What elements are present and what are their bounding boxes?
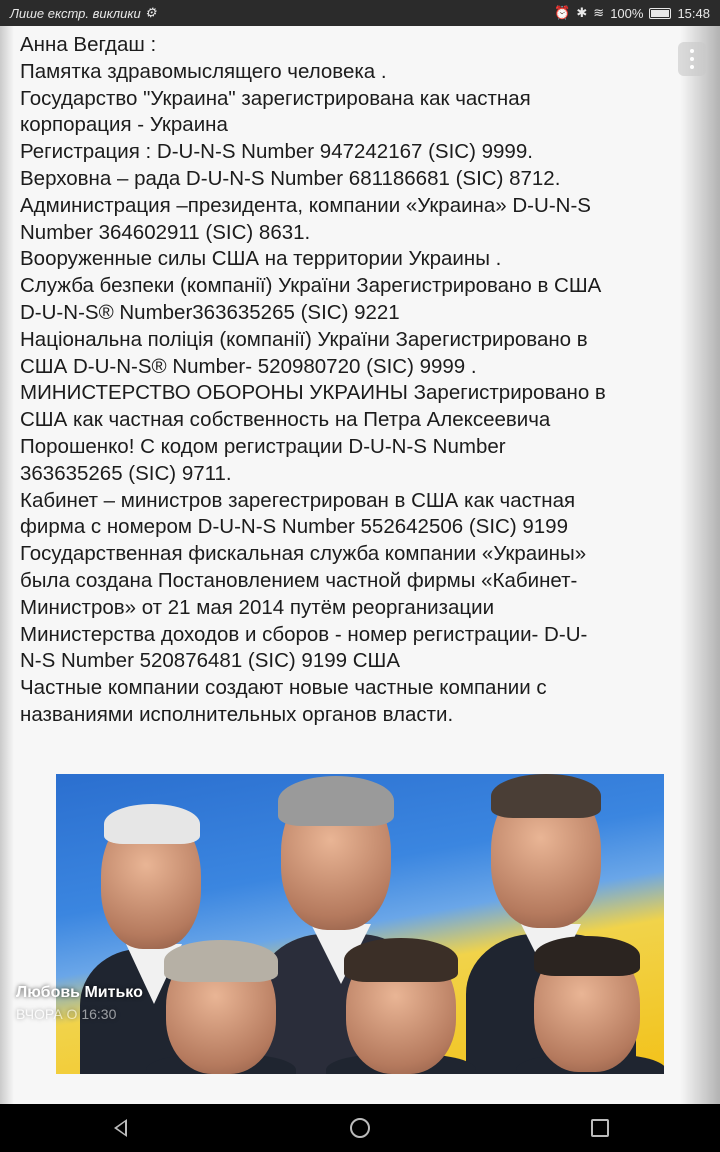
post-line: Государство "Украина" зарегистрирована как частная: [20, 86, 531, 110]
post-line: D-U-N-S® Number363635265 (SIC) 9221: [20, 300, 400, 324]
more-vert-icon[interactable]: [678, 42, 706, 76]
post-line: США D-U-N-S® Number- 520980720 (SIC) 9999 .: [20, 354, 477, 378]
post-line: корпорация - Украина: [20, 113, 228, 137]
post-line: Number 364602911 (SIC) 8631.: [20, 220, 311, 244]
bluetooth-icon: ✱: [576, 5, 588, 20]
post-line: Служба безпеки (компанії) України Зарегистрировано в США: [20, 274, 602, 298]
status-bar-left: [10, 5, 156, 21]
post-line: 363635265 (SIC) 9711.: [20, 461, 232, 485]
story-author[interactable]: Любовь Митько: [16, 984, 143, 1001]
post-line: Вооруженные силы США на территории Украины .: [20, 247, 502, 271]
post-line: Кабинет – министров зарегестрирован в США как частная: [20, 488, 576, 512]
post-line: Регистрация : D-U-N-S Number 947242167 (SIC) 9999.: [20, 140, 533, 164]
post-line: Администрация –президента, компании «Украина» D-U-N-S: [20, 193, 591, 217]
post-line: была создана Постановлением частной фирмы «Кабинет-: [20, 568, 578, 592]
post-line: Министров» от 21 мая 2014 путём реорганизации: [20, 595, 495, 619]
story-time: ВЧОРА О 16:30: [16, 1006, 117, 1022]
post-line: Министерства доходов и сборов - номер регистрации- D-U-: [20, 622, 588, 646]
person-5-hair: [344, 938, 458, 982]
settings-gear-icon: ⚙: [144, 5, 157, 20]
wifi-icon: ≋: [593, 5, 605, 20]
person-6-hair: [534, 936, 640, 976]
back-icon: [114, 1119, 127, 1137]
post-line: США как частная собственность на Петра Алексеевича: [20, 408, 551, 432]
story-caption: [16, 984, 143, 1022]
post-line: Частные компании создают новые частные компании с: [20, 676, 547, 700]
person-1-hair: [104, 804, 200, 844]
person-4-hair: [164, 940, 278, 982]
post-photo: [56, 774, 664, 1074]
back-button[interactable]: [95, 1108, 145, 1148]
person-3-hair: [491, 774, 601, 818]
battery-percent: 100%: [610, 5, 644, 21]
post-line: МИНИСТЕРСТВО ОБОРОНЫ УКРАИНЫ Зарегистрировано в: [20, 381, 606, 405]
post-line: Памятка здравомыслящего человека .: [20, 59, 387, 83]
post-line: Государственная фискальная служба компании «Украины»: [20, 542, 587, 566]
recent-apps-button[interactable]: [575, 1108, 625, 1148]
post-line: Національна поліція (компанії) України Зарегистрировано в: [20, 327, 588, 351]
battery-icon: [649, 8, 671, 19]
post-line: названиями исполнительных органов власти.: [20, 702, 454, 726]
navigation-bar: [0, 1104, 720, 1152]
home-button[interactable]: [335, 1108, 385, 1148]
left-edge-shadow: [0, 26, 14, 1104]
alarm-icon: ⏰: [554, 5, 571, 20]
person-2-hair: [278, 776, 394, 826]
post-line: фирма с номером D-U-N-S Number 552642506 (SIC) 9199: [20, 515, 568, 539]
status-bar: [0, 0, 720, 26]
status-bar-right: [554, 5, 710, 21]
post-line: N-S Number 520876481 (SIC) 9199 США: [20, 649, 401, 673]
post-line: Порошенко! С кодом регистрации D-U-N-S Number: [20, 434, 506, 458]
post-text: [20, 32, 700, 729]
clock: 15:48: [677, 5, 710, 21]
post-line: Анна Вегдаш :: [20, 33, 157, 56]
recent-apps-icon: [591, 1119, 609, 1137]
emergency-calls-text: Лише екстр. виклики: [10, 5, 141, 21]
home-icon: [350, 1118, 370, 1138]
post-line: Верховна – рада D-U-N-S Number 681186681 (SIC) 8712.: [20, 166, 561, 190]
